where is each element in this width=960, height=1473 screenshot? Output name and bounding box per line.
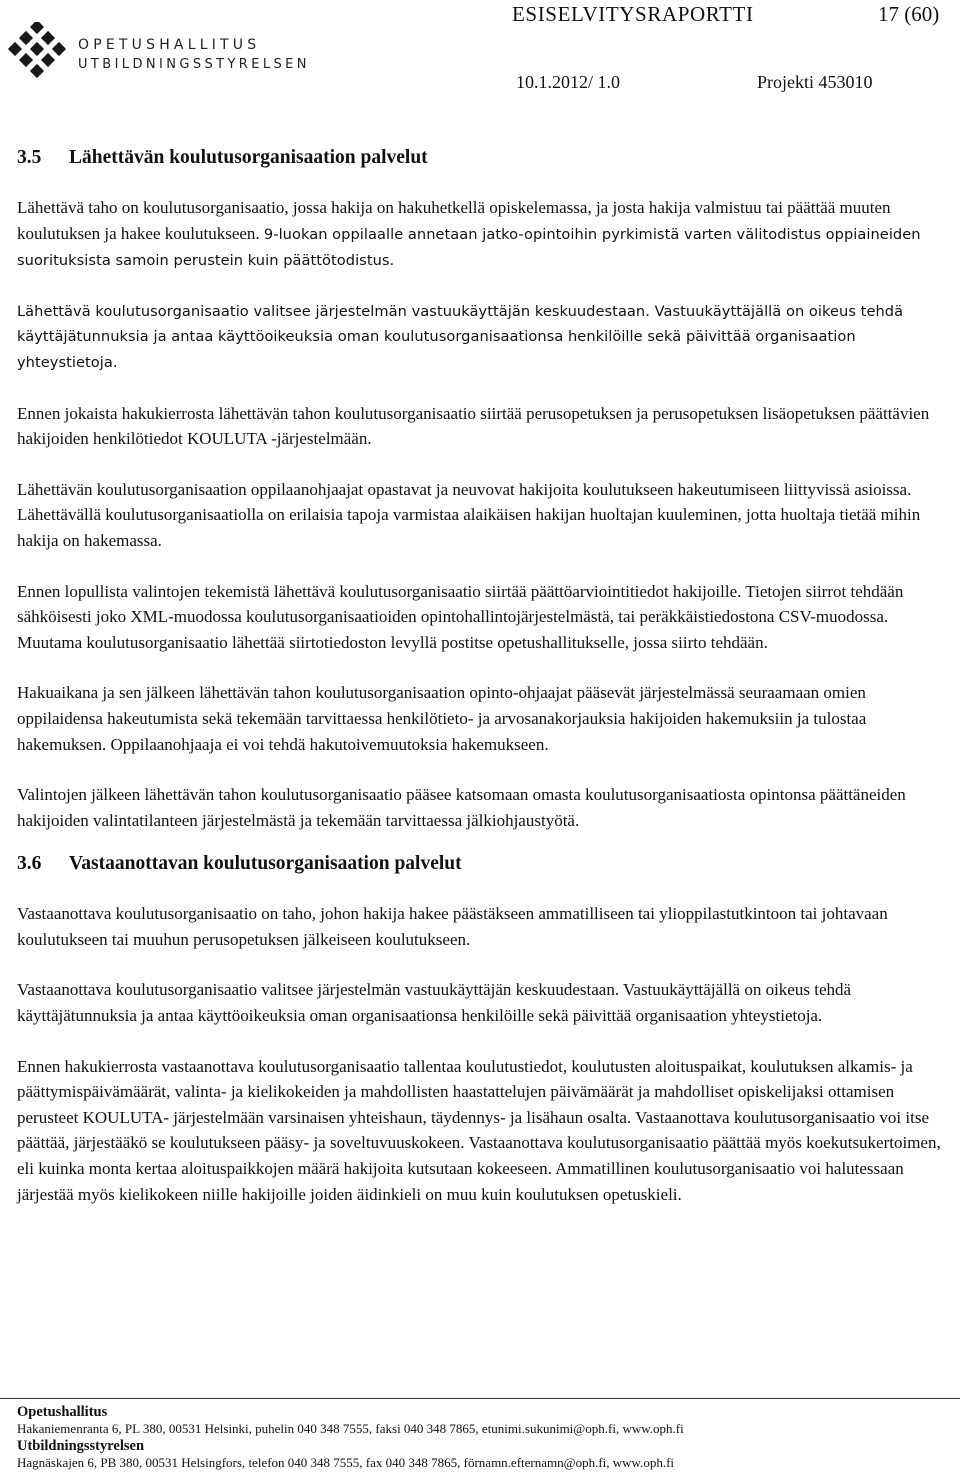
footer-org-finnish: Opetushallitus bbox=[17, 1404, 108, 1420]
paragraph: Lähettävän koulutusorganisaation oppilaanohjaajat opastavat ja neuvovat hakijoita koulutukseen hakeutumiseen liittyvissä asioissa. Lähettävällä koulutusorganisaatiolla on erilaisia tapoja varmistaa alaikäisen hakijan huoltajan kuuleminen, jotta huoltaja tietää mihin hakija on hakemassa. bbox=[17, 479, 921, 550]
footer-org-swedish: Utbildningsstyrelsen bbox=[17, 1438, 145, 1454]
paragraph-text: Lähettävä taho on koulutusorganisaatio, jossa hakija on hakuhetkellä opiskelemassa, ja josta hakija valmistuu tai päättää muuten koulutuksen ja hakee koulutukseen. bbox=[17, 198, 891, 243]
paragraph: Valintojen jälkeen lähettävän tahon koulutusorganisaatio pääsee katsomaan omasta koulutusorganisaatiosta opintonsa päättäneiden hakijoiden valintatilanteen järjestelmästä ja tekemään tarvittaessa jälkiohjaustyötä. bbox=[17, 785, 906, 830]
paragraph-text-sans: 9-luokan oppilaalle annetaan jatko-opintoihin pyrkimistä varten välitodistus oppiaineiden suorituksista samoin perustein kuin päättötodistus. bbox=[17, 225, 921, 270]
date-version: 10.1.2012/ 1.0 bbox=[516, 72, 621, 92]
footer-address-swedish: Hagnäskajen 6, PB 380, 00531 Helsingfors, telefon 040 348 7555, fax 040 348 7865, förnamn.efternamn@oph.fi, www.oph.fi bbox=[17, 1455, 675, 1470]
logo-text bbox=[78, 36, 310, 74]
section-heading-3-6 bbox=[17, 851, 947, 877]
paragraph: Ennen jokaista hakukierrosta lähettävän tahon koulutusorganisaatio siirtää perusopetuksen ja perusopetuksen lisäopetuksen päättävien hakijoiden henkilötiedot KOULUTA -järjestelmään. bbox=[17, 403, 930, 449]
footer-divider bbox=[0, 1398, 960, 1399]
document-body bbox=[17, 145, 947, 1232]
paragraph: Ennen hakukierrosta vastaanottava koulutusorganisaatio tallentaa koulutustiedot, koulutusten aloituspaikat, koulutuksen alkamis- ja päättymispäivämäärät, valinta- ja kielikokeiden ja mahdollisten haastattelujen päivämäärät ja mahdolliset opiskelijaksi ottamisen perusteet KOULUTA- järjestelmään varsinaisen yhteishaun, täydennys- ja lisähaun osalta. Vastaanottava koulutusorganisaatio voi itse päättää, järjestääkö se koulutukseen pääsy- ja soveltuvuuskokeen. Vastaanottava koulutusorganisaatio päättää myös koekutsukertoimen, eli kuinka monta kertaa aloituspaikkojen määrä hakijoita kutsutaan kokeeseen. Ammatillinen koulutusorganisaatio voi halutessaan järjestää myös kielikokeen niille hakijoille joiden äidinkieli on muu kuin koulutuksen opetuskieli. bbox=[17, 1056, 941, 1204]
section-heading-3-5 bbox=[17, 145, 947, 171]
section-title: Vastaanottavan koulutusorganisaation palvelut bbox=[69, 853, 462, 875]
section-title: Lähettävän koulutusorganisaation palvelut bbox=[69, 147, 428, 168]
paragraph: Vastaanottava koulutusorganisaatio valitsee järjestelmän vastuukäyttäjän keskuudestaan. Vastuukäyttäjällä on oikeus tehdä käyttäjätunnuksia ja antaa käyttöoikeuksia oman organisaationsa henkilöille sekä päivittää organisaation yhteystietoja. bbox=[17, 980, 852, 1026]
logo-org-finnish: OPETUSHALLITUS bbox=[78, 37, 261, 53]
paragraph: Ennen lopullista valintojen tekemistä lähettävä koulutusorganisaatio siirtää päättöarviointitiedot hakijoille. Tietojen siirrot tehdään sähköisesti joko XML-muodossa koulutusorganisaatioiden opintohallintojärjestelmästä, tai peräkkäistiedostona CSV-muodossa. Muutama koulutusorganisaatio lähettää siirtotiedoston levyllä postitse opetushallitukselle, jossa siirto tehdään. bbox=[17, 581, 904, 652]
paragraph: Lähettävä koulutusorganisaatio valitsee järjestelmän vastuukäyttäjän keskuudestaan. Vastuukäyttäjällä on oikeus tehdä käyttäjätunnuksia ja antaa käyttöoikeuksia oman koulutusorganisaationsa henkilöille sekä päivittää organisaation yhteystietoja. bbox=[17, 302, 904, 371]
paragraph: Hakuaikana ja sen jälkeen lähettävän tahon koulutusorganisaation opinto-ohjaajat pääsevät järjestelmässä seuraamaan omien oppilaidensa hakeutumista sekä tekemään tarvittaessa henkilötieto- ja arvosanakorjauksia hakijoiden hakemuksiin ja tulostaa hakemuksen. Oppilaanohjaaja ei voi tehdä hakutoivemuutoksia hakemukseen. bbox=[17, 683, 867, 754]
section-number: 3.6 bbox=[17, 853, 42, 875]
footer-address-finnish: Hakaniemenranta 6, PL 380, 00531 Helsinki, puhelin 040 348 7555, faksi 040 348 7865, etunimi.sukunimi@oph.fi, www.oph.fi bbox=[17, 1421, 684, 1436]
logo-org-swedish: UTBILDNINGSSTYRELSEN bbox=[78, 57, 310, 72]
project-number: Projekti 453010 bbox=[757, 72, 873, 92]
paragraph bbox=[17, 195, 947, 274]
oph-logo-mark-icon bbox=[6, 22, 68, 84]
section-number: 3.5 bbox=[17, 147, 42, 168]
page-number: 17 (60) bbox=[878, 2, 940, 26]
oph-logo bbox=[6, 22, 310, 82]
report-title: ESISELVITYSRAPORTTI bbox=[512, 2, 754, 26]
paragraph: Vastaanottava koulutusorganisaatio on taho, johon hakija hakee päästäkseen ammatilliseen tai ylioppilastutkintoon tai johtavaan koulutukseen tai muuhun perusopetuksen jälkeiseen koulutukseen. bbox=[17, 904, 888, 949]
